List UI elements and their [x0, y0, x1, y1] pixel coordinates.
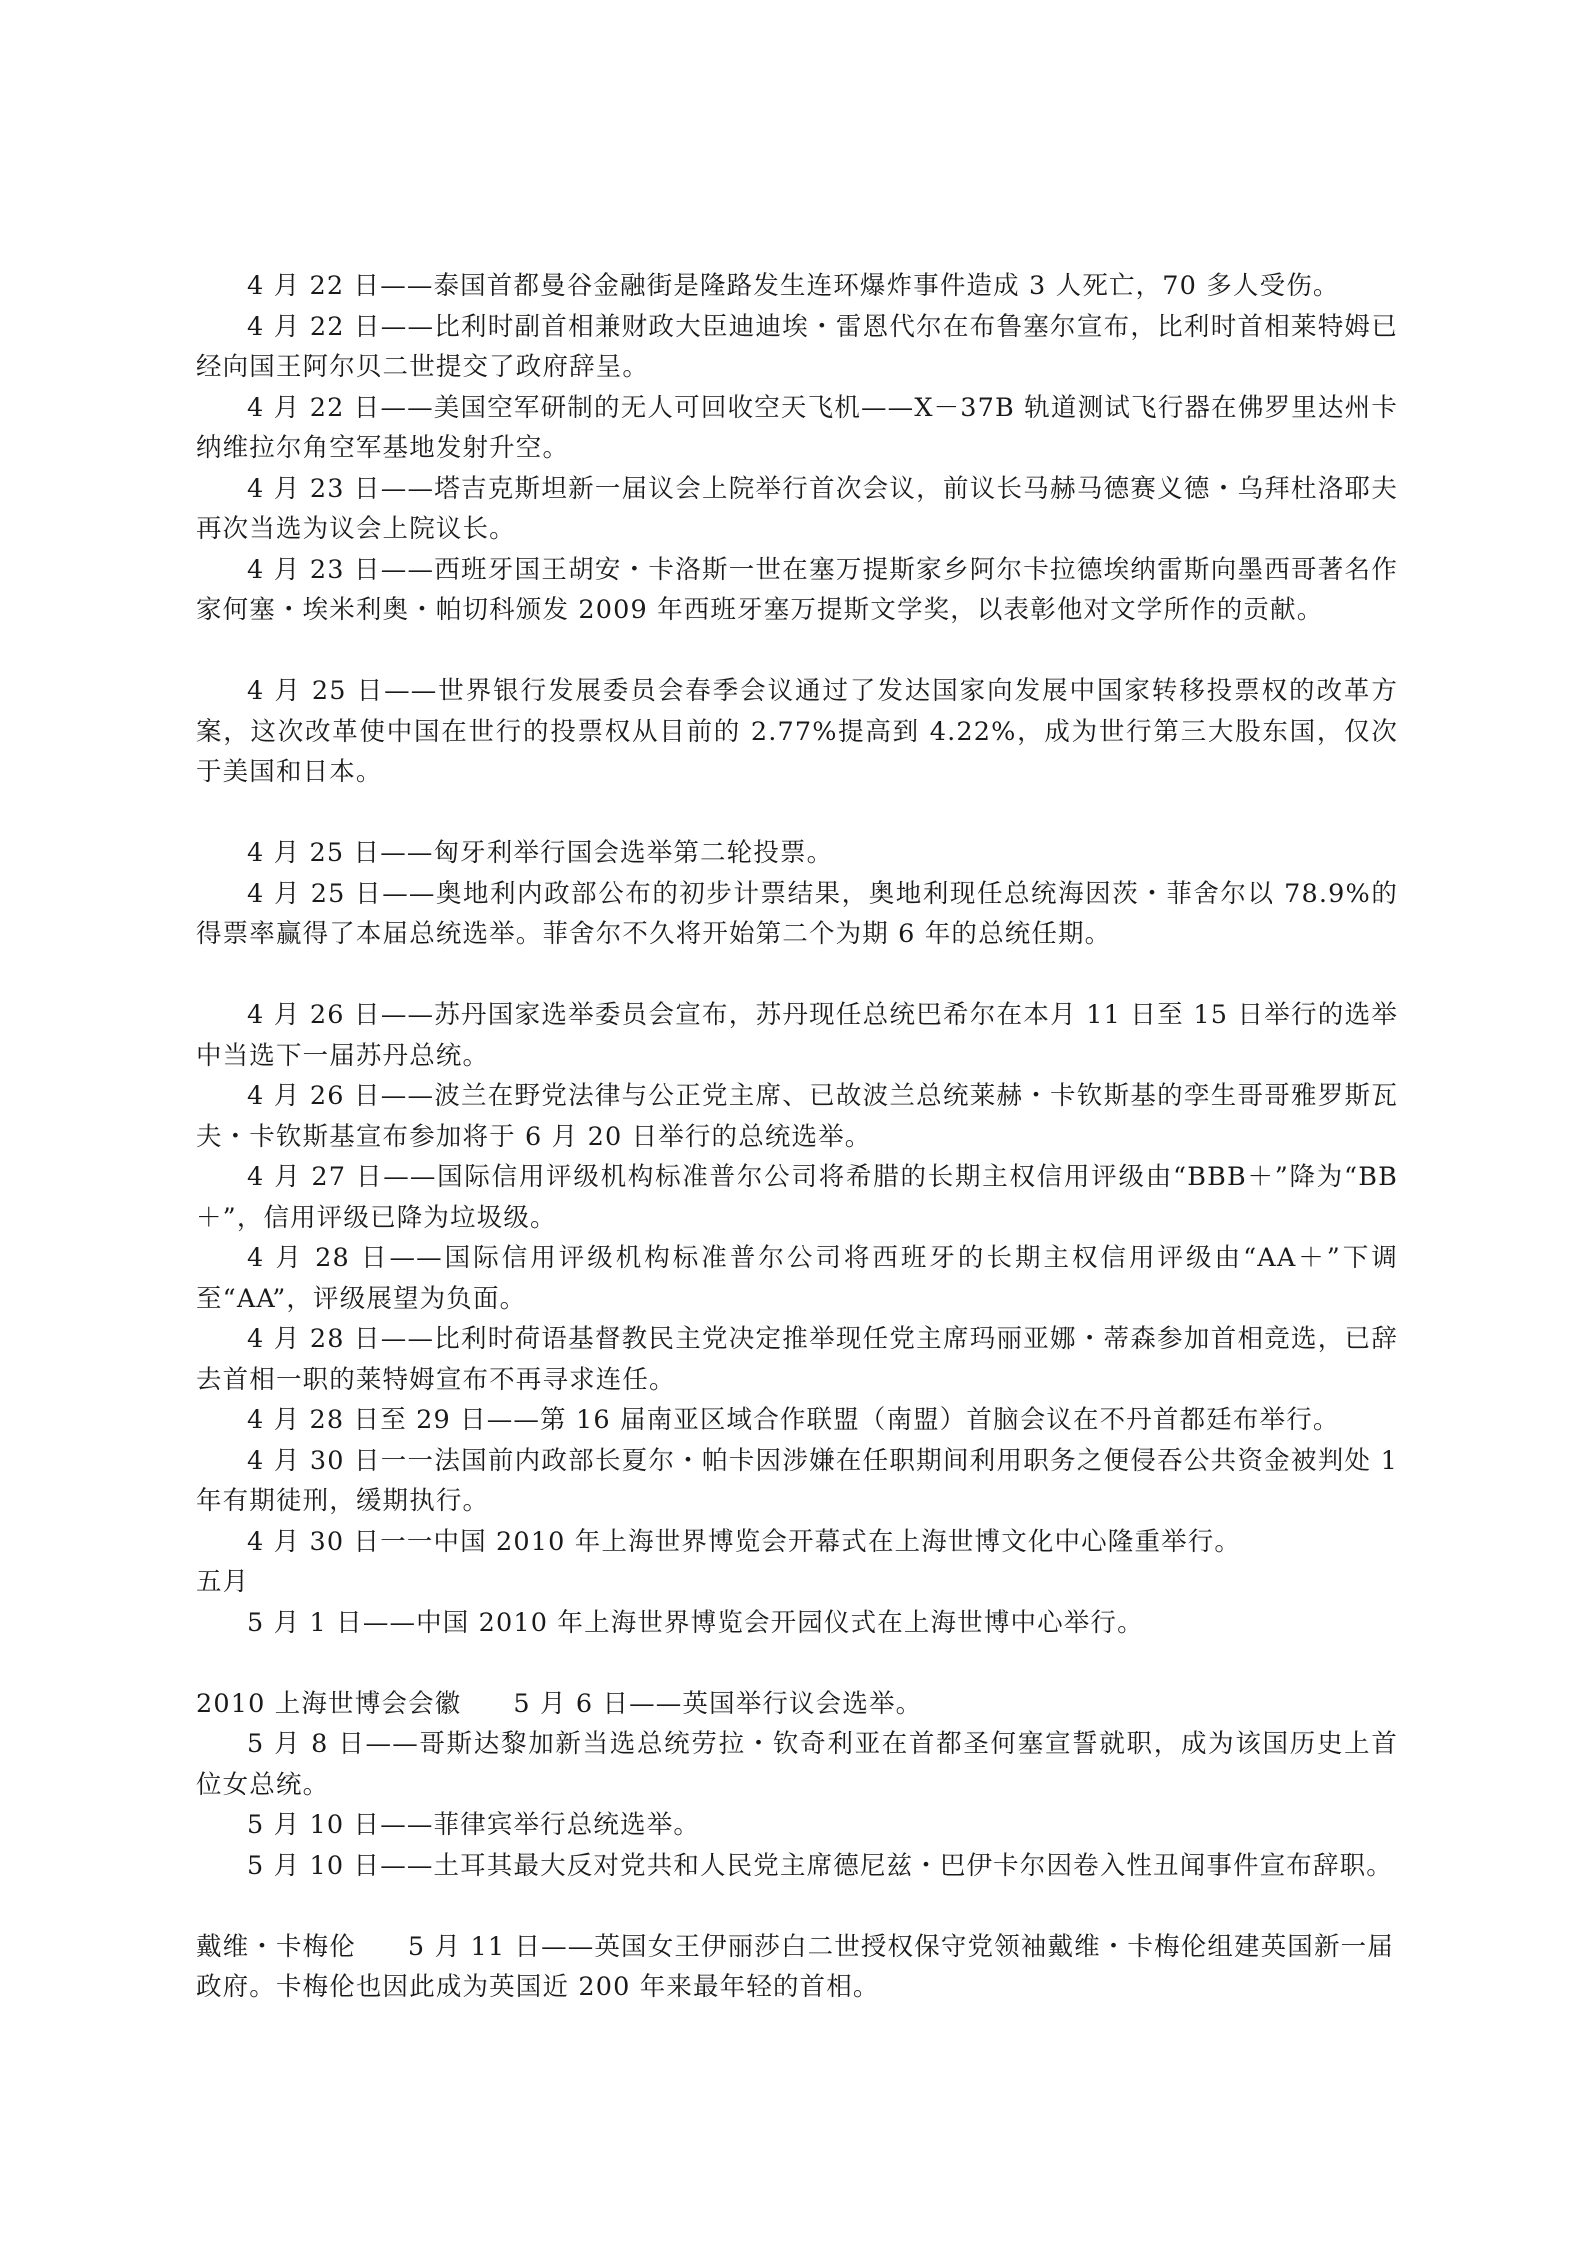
entry-apr25-hungary: 4 月 25 日——匈牙利举行国会选举第二轮投票。: [247, 838, 834, 868]
entry-may6-uk: 5 月 6 日——英国举行议会选举。: [513, 1688, 923, 1719]
month-heading-may: 五月: [196, 1567, 250, 1597]
entry-apr28-spain: 4 月 28 日——国际信用评级机构标准普尔公司将西班牙的长期主权信用评级由“AA＋”下调至“AA”，评级展望为负面。: [196, 1243, 1398, 1314]
entry-apr22-x37b: 4 月 22 日——美国空军研制的无人可回收空天飞机——X－37B 轨道测试飞行器在佛罗里达州卡纳维拉尔角空军基地发射升空。: [196, 392, 1398, 463]
entry-apr30-expo: 4 月 30 日一一中国 2010 年上海世界博览会开幕式在上海世博文化中心隆重举行。: [247, 1526, 1242, 1557]
entry-apr26-sudan: 4 月 26 日——苏丹国家选举委员会宣布，苏丹现任总统巴希尔在本月 11 日至 15 日举行的选举中当选下一届苏丹总统。: [196, 1000, 1398, 1071]
entry-apr28-belgium: 4 月 28 日——比利时荷语基督教民主党决定推举现任党主席玛丽亚娜・蒂森参加首相竞选，已辞去首相一职的莱特姆宣布不再寻求连任。: [196, 1324, 1398, 1395]
caption-cameron: 戴维・卡梅伦: [196, 1931, 356, 1962]
entry-apr26-poland: 4 月 26 日——波兰在野党法律与公正党主席、已故波兰总统莱赫・卡钦斯基的孪生哥哥雅罗斯瓦夫・卡钦斯基宣布参加将于 6 月 20 日举行的总统选举。: [196, 1081, 1398, 1152]
entry-apr28-saarc: 4 月 28 日至 29 日——第 16 届南亚区域合作联盟（南盟）首脑会议在不丹首都廷布举行。: [247, 1405, 1340, 1435]
document-body: [196, 266, 1398, 2008]
entry-apr25-austria: 4 月 25 日——奥地利内政部公布的初步计票结果，奥地利现任总统海因茨・菲舍尔以 78.9%的得票率赢得了本届总统选举。菲舍尔不久将开始第二个为期 6 年的总统任期。: [196, 878, 1398, 949]
entry-may8-costarica: 5 月 8 日——哥斯达黎加新当选总统劳拉・钦奇利亚在首都圣何塞宣誓就职，成为该国历史上首位女总统。: [196, 1729, 1398, 1800]
entry-apr23-cervantes: 4 月 23 日——西班牙国王胡安・卡洛斯一世在塞万提斯家乡阿尔卡拉德埃纳雷斯向墨西哥著名作家何塞・埃米利奥・帕切科颁发 2009 年西班牙塞万提斯文学奖，以表彰他对文学所作的贡献。: [196, 554, 1398, 625]
entry-apr22-belgium: 4 月 22 日——比利时副首相兼财政大臣迪迪埃・雷恩代尔在布鲁塞尔宣布，比利时首相莱特姆已经向国王阿尔贝二世提交了政府辞呈。: [196, 311, 1398, 382]
row-cameron-caption: [196, 1927, 1398, 2008]
entry-apr27-greece: 4 月 27 日——国际信用评级机构标准普尔公司将希腊的长期主权信用评级由“BBB＋”降为“BB＋”，信用评级已降为垃圾级。: [196, 1162, 1398, 1233]
entry-may11-uk: 5 月 11 日——英国女王伊丽莎白二世授权保守党领袖戴维・卡梅伦组建英国新一届政府。卡梅伦也因此成为英国近 200 年来最年轻的首相。: [196, 1931, 1394, 2002]
entry-may1-expo: 5 月 1 日——中国 2010 年上海世界博览会开园仪式在上海世博中心举行。: [247, 1607, 1144, 1638]
row-expo-caption: [196, 1684, 1398, 1725]
caption-expo-emblem: 2010 上海世博会会徽: [196, 1688, 462, 1719]
entry-apr25-worldbank: 4 月 25 日——世界银行发展委员会春季会议通过了发达国家向发展中国家转移投票权的改革方案，这次改革使中国在世行的投票权从目前的 2.77%提高到 4.22%，成为世行第三大股东国，仅次于美国和日本。: [196, 676, 1398, 787]
entry-may10-turkey: 5 月 10 日——土耳其最大反对党共和人民党主席德尼兹・巴伊卡尔因卷入性丑闻事件宣布辞职。: [247, 1850, 1393, 1881]
entry-apr22-bangkok: 4 月 22 日——泰国首都曼谷金融街是隆路发生连环爆炸事件造成 3 人死亡，70 多人受伤。: [247, 271, 1340, 301]
entry-apr23-tajikistan: 4 月 23 日——塔吉克斯坦新一届议会上院举行首次会议，前议长马赫马德赛义德・乌拜杜洛耶夫再次当选为议会上院议长。: [196, 473, 1398, 544]
entry-apr30-france: 4 月 30 日一一法国前内政部长夏尔・帕卡因涉嫌在任职期间利用职务之便侵吞公共资金被判处 1 年有期徒刑，缓期执行。: [196, 1445, 1398, 1516]
entry-may10-philippines: 5 月 10 日——菲律宾举行总统选举。: [247, 1810, 700, 1840]
